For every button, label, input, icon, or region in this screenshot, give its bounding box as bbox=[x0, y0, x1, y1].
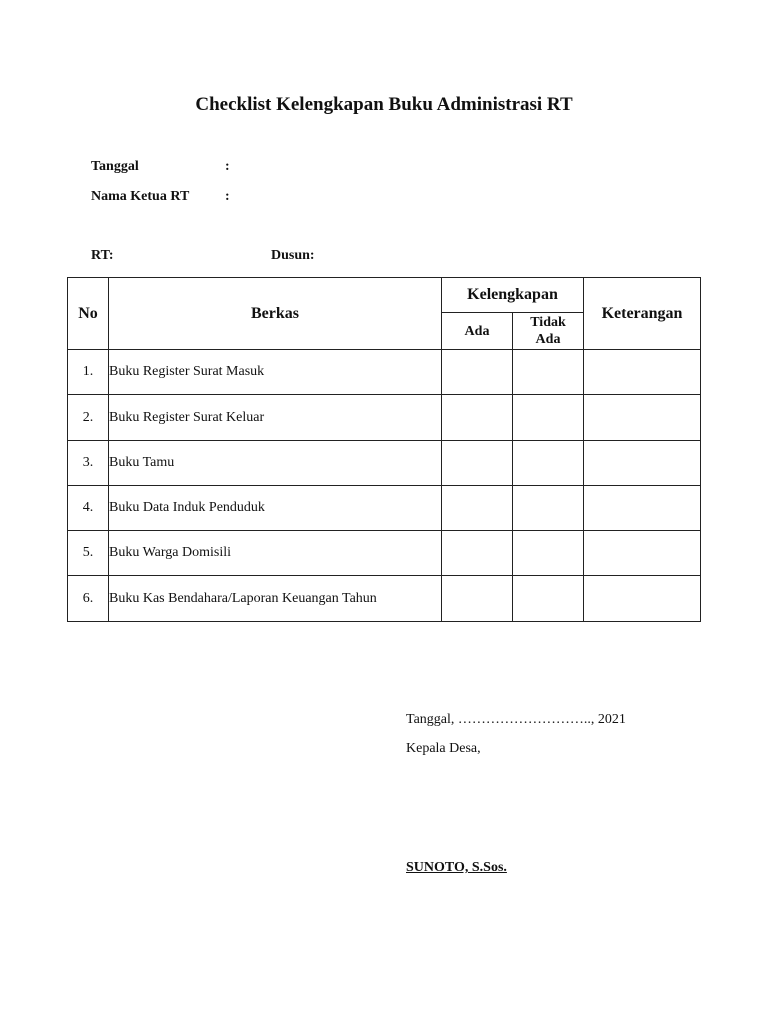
row-berkas: Buku Data Induk Penduduk bbox=[109, 486, 442, 531]
row-tidak-ada-cell bbox=[513, 441, 584, 486]
ketua-rt-colon: : bbox=[225, 189, 230, 204]
tanggal-colon: : bbox=[225, 159, 230, 174]
table-row bbox=[68, 486, 701, 531]
row-keterangan-cell bbox=[584, 531, 701, 576]
document-title: Checklist Kelengkapan Buku Administrasi RT bbox=[195, 94, 573, 115]
row-number: 6. bbox=[68, 576, 109, 622]
dusun-label: Dusun: bbox=[271, 248, 315, 263]
row-keterangan-cell bbox=[584, 576, 701, 622]
row-tidak-ada-cell bbox=[513, 531, 584, 576]
row-tidak-ada-cell bbox=[513, 576, 584, 622]
row-berkas: Buku Kas Bendahara/Laporan Keuangan Tahun bbox=[109, 576, 442, 622]
row-keterangan-cell bbox=[584, 441, 701, 486]
checklist-body bbox=[68, 350, 701, 622]
row-tidak-ada-cell bbox=[513, 486, 584, 531]
ketua-rt-label: Nama Ketua RT bbox=[91, 189, 190, 204]
row-number: 5. bbox=[68, 531, 109, 576]
tanggal-label: Tanggal bbox=[91, 159, 139, 174]
row-ada-cell bbox=[442, 486, 513, 531]
row-tidak-ada-cell bbox=[513, 350, 584, 395]
row-keterangan-cell bbox=[584, 486, 701, 531]
table-row bbox=[68, 441, 701, 486]
row-berkas: Buku Warga Domisili bbox=[109, 531, 442, 576]
row-tidak-ada-cell bbox=[513, 395, 584, 441]
header-ada: Ada bbox=[442, 313, 513, 350]
header-berkas: Berkas bbox=[109, 278, 442, 350]
signature-name: SUNOTO, S.Sos. bbox=[406, 860, 507, 875]
row-keterangan-cell bbox=[584, 350, 701, 395]
row-number: 4. bbox=[68, 486, 109, 531]
row-number: 2. bbox=[68, 395, 109, 441]
checklist-table bbox=[67, 277, 701, 622]
row-berkas: Buku Register Surat Masuk bbox=[109, 350, 442, 395]
header-tidak-ada-line1: Tidak bbox=[530, 315, 566, 330]
table-row bbox=[68, 531, 701, 576]
row-ada-cell bbox=[442, 441, 513, 486]
header-kelengkapan: Kelengkapan bbox=[442, 278, 584, 313]
row-ada-cell bbox=[442, 531, 513, 576]
table-row bbox=[68, 395, 701, 441]
row-berkas: Buku Tamu bbox=[109, 441, 442, 486]
row-berkas: Buku Register Surat Keluar bbox=[109, 395, 442, 441]
header-tidak-ada bbox=[513, 313, 584, 350]
signature-date-line: Tanggal, ……………………….., 2021 bbox=[406, 712, 626, 727]
table-row bbox=[68, 576, 701, 622]
header-tidak-ada-line2: Ada bbox=[535, 332, 561, 347]
table-row bbox=[68, 350, 701, 395]
header-no: No bbox=[68, 278, 109, 350]
row-ada-cell bbox=[442, 395, 513, 441]
signature-position: Kepala Desa, bbox=[406, 741, 481, 756]
row-keterangan-cell bbox=[584, 395, 701, 441]
row-ada-cell bbox=[442, 576, 513, 622]
row-number: 1. bbox=[68, 350, 109, 395]
rt-label: RT: bbox=[91, 248, 114, 263]
header-keterangan: Keterangan bbox=[584, 278, 701, 350]
row-number: 3. bbox=[68, 441, 109, 486]
row-ada-cell bbox=[442, 350, 513, 395]
